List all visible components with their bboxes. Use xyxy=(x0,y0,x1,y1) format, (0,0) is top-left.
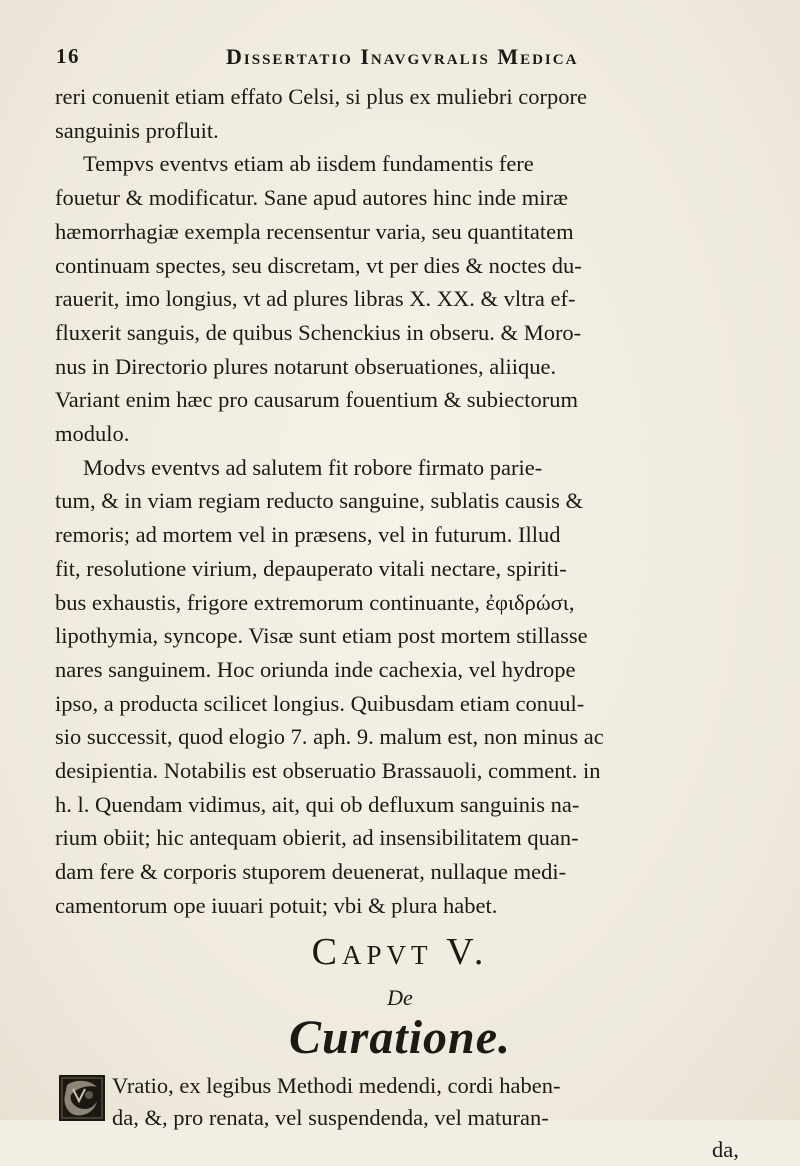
text-line: h. l. Quendam vidimus, ait, qui ob defluxum sanguinis na- xyxy=(55,791,580,817)
paragraph-start: Tempvs eventvs etiam ab iisdem fundamentis fere xyxy=(83,151,534,177)
paragraph-start: Modvs eventvs ad salutem fit robore firmato parie- xyxy=(83,454,543,480)
text-line: lipothymia, syncope. Visæ sunt etiam post mortem stillasse xyxy=(55,623,588,649)
text-line: desipientia. Notabilis est obseruatio Brassauoli, comment. in xyxy=(55,758,601,784)
text-line: sio successit, quod elogio 7. aph. 9. malum est, non minus ac xyxy=(55,724,604,750)
chapter-subtitle: Curatione. xyxy=(288,1011,512,1064)
text-line: reri conuenit etiam effato Celsi, si plus ex muliebri corpore xyxy=(55,84,587,109)
text-line: Variant enim hæc pro causarum fouentium & subiectorum xyxy=(55,387,578,413)
text-line: nus in Directorio plures notarunt obseruationes, aliique. xyxy=(55,353,557,379)
final-paragraph xyxy=(112,1070,782,1166)
chapter-de: De xyxy=(387,985,413,1010)
text-line: Vratio, ex legibus Methodi medendi, cordi haben- xyxy=(112,1073,561,1098)
text-line: camentorum ope iuuari potuit; vbi & plura habet. xyxy=(55,892,498,918)
text-line: fit, resolutione virium, depauperato vitali nectare, spiriti- xyxy=(55,555,567,581)
text-line: bus exhaustis, frigore extremorum continuante, ἐφιδρώσι, xyxy=(55,589,575,615)
text-line: remoris; ad mortem vel in præsens, vel in futurum. Illud xyxy=(55,522,561,548)
text-line: rium obiit; hic antequam obierit, ad insensibilitatem quan- xyxy=(55,825,579,851)
text-line: da, xyxy=(712,1137,739,1162)
text-line: fouetur & modificatur. Sane apud autores hinc inde miræ xyxy=(55,185,568,211)
text-line: continuam spectes, seu discretam, vt per dies & noctes du- xyxy=(55,252,582,278)
text-line: tum, & in viam regiam reducto sanguine, sublatis causis & xyxy=(55,488,584,514)
text-line: sanguinis profluit. xyxy=(55,117,219,143)
decorated-initial-icon xyxy=(59,1075,105,1121)
text-line: nares sanguinem. Hoc oriunda inde cachexia, vel hydrope xyxy=(55,656,576,682)
text-line: ipso, a producta scilicet longius. Quibusdam etiam conuul- xyxy=(55,690,585,716)
text-line: fluxerit sanguis, de quibus Schenckius in obseru. & Moro- xyxy=(55,319,582,345)
chapter-title: Capvt V. xyxy=(311,931,489,973)
page-number: 16 xyxy=(56,44,80,68)
text-line: da, &, pro renata, vel suspendenda, vel maturan- xyxy=(112,1105,549,1130)
text-line: hæmorrhagiæ exempla recensentur varia, seu quantitatem xyxy=(55,218,574,244)
text-line: modulo. xyxy=(55,421,130,447)
text-line: rauerit, imo longius, vt ad plures libras X. XX. & vltra ef- xyxy=(55,286,576,312)
running-head: Dissertatio Inavgvralis Medica xyxy=(226,44,579,69)
page-header xyxy=(46,44,776,80)
body-text xyxy=(55,80,785,923)
text-line: dam fere & corporis stuporem deuenerat, nullaque medi- xyxy=(55,859,567,885)
